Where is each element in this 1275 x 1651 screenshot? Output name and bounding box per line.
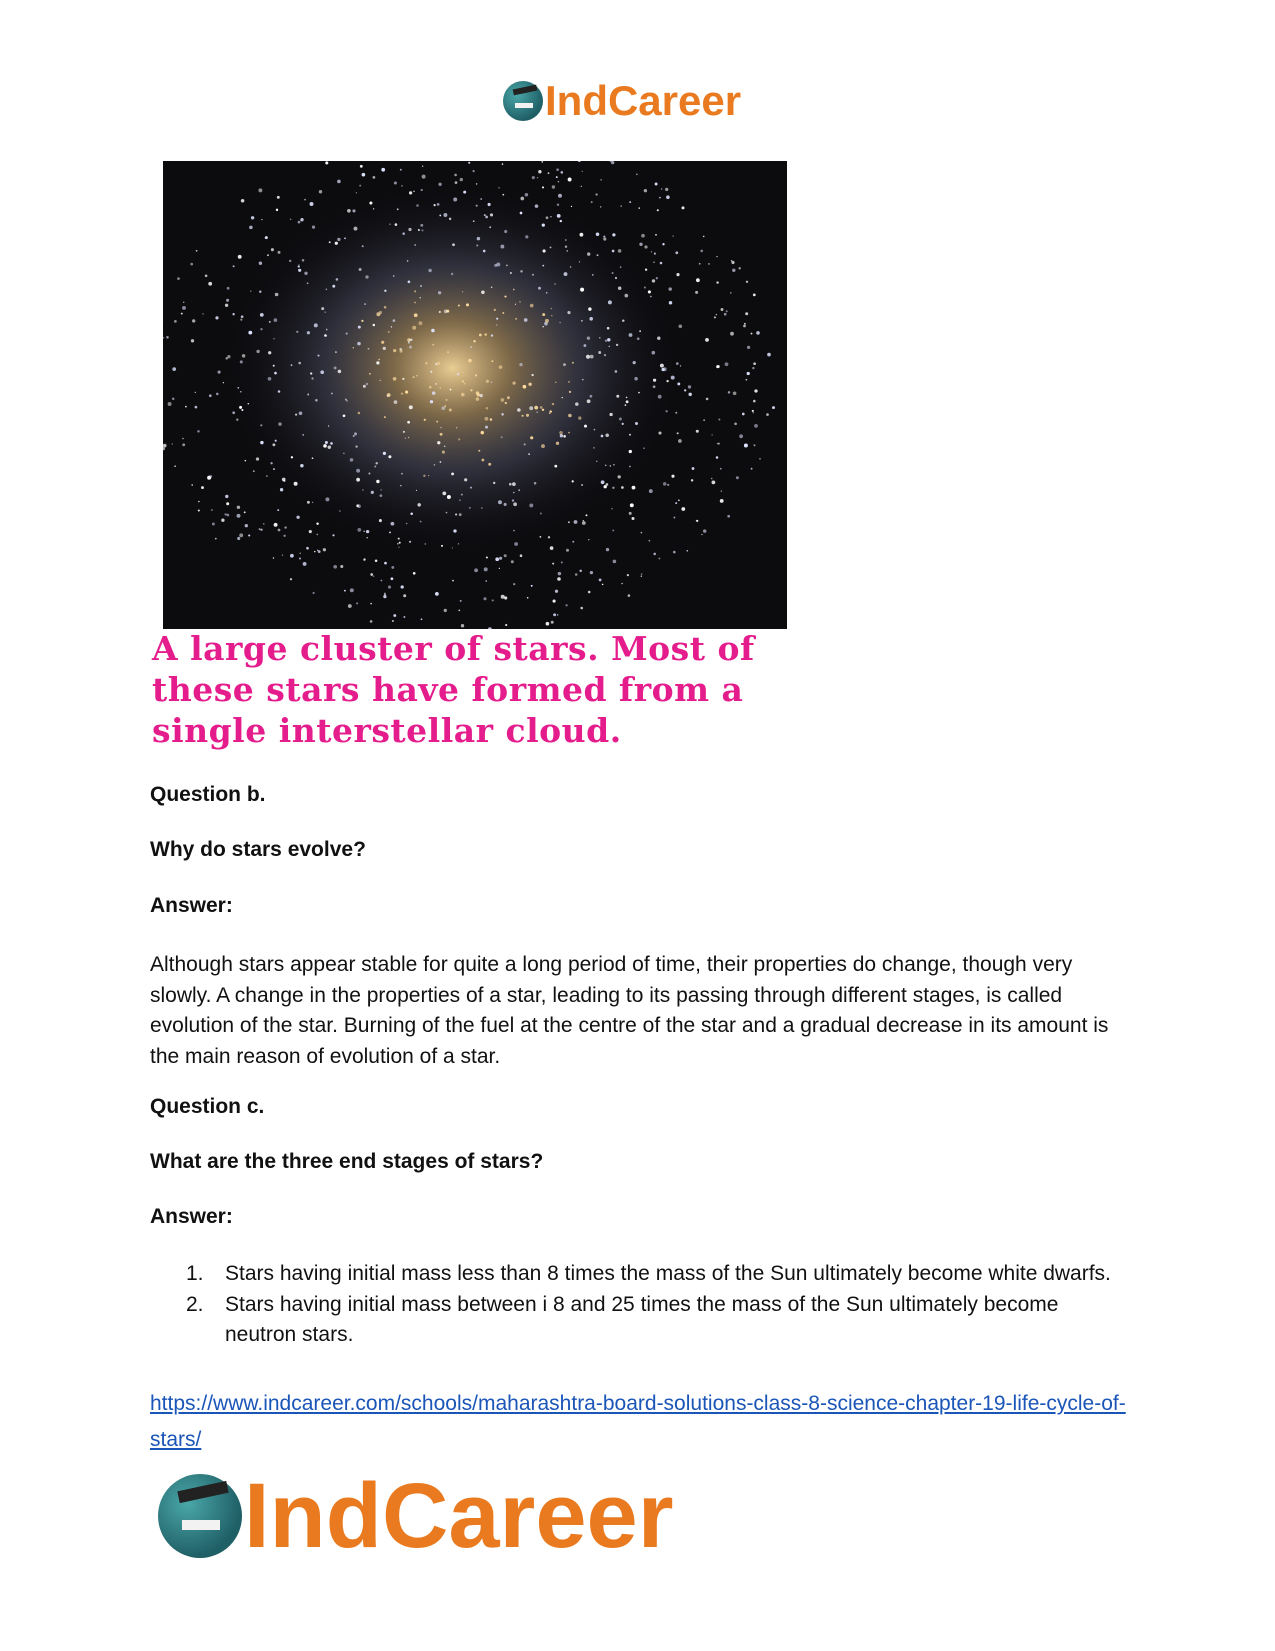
answer-b-label: Answer: bbox=[150, 894, 233, 917]
list-item bbox=[150, 1259, 1115, 1290]
graduation-cap-globe-icon bbox=[158, 1474, 242, 1558]
brand-name: IndCareer bbox=[244, 1465, 674, 1567]
list-item-number: 1. bbox=[186, 1262, 204, 1285]
list-item-text: Stars having initial mass less than 8 times the mass of the Sun ultimately become white dwarfs. bbox=[225, 1262, 1111, 1285]
indcareer-logo-top bbox=[503, 77, 742, 124]
figure-caption: A large cluster of stars. Most of these stars have formed from a single interstellar cloud. bbox=[152, 629, 755, 750]
answer-c-label: Answer: bbox=[150, 1205, 233, 1228]
indcareer-logo-bottom bbox=[158, 1465, 674, 1567]
star-cluster-image bbox=[163, 161, 787, 629]
question-c-label: Question c. bbox=[150, 1095, 265, 1118]
graduation-cap-globe-icon bbox=[503, 81, 543, 121]
question-b-text: Why do stars evolve? bbox=[150, 838, 366, 861]
question-c-text: What are the three end stages of stars? bbox=[150, 1150, 544, 1173]
source-url-link[interactable]: https://www.indcareer.com/schools/maharashtra-board-solutions-class-8-science-chapter-19-life-cycle-of-stars/ bbox=[150, 1392, 1126, 1451]
end-stages-list bbox=[150, 1259, 1115, 1351]
brand-name: IndCareer bbox=[545, 77, 742, 124]
list-item-text: Stars having initial mass between i 8 and 25 times the mass of the Sun ultimately become neutron stars. bbox=[225, 1292, 1059, 1346]
list-item bbox=[150, 1290, 1115, 1351]
answer-b-paragraph: Although stars appear stable for quite a long period of time, their properties do change, though very slowly. A change in the properties of a star, leading to its passing through different stages, is called evolution of the star. Burning of the fuel at the centre of the star and a gradual decrease in its amount is the main reason of evolution of a star. bbox=[150, 953, 1109, 1068]
list-item-number: 2. bbox=[186, 1292, 204, 1316]
question-b-label: Question b. bbox=[150, 783, 266, 806]
